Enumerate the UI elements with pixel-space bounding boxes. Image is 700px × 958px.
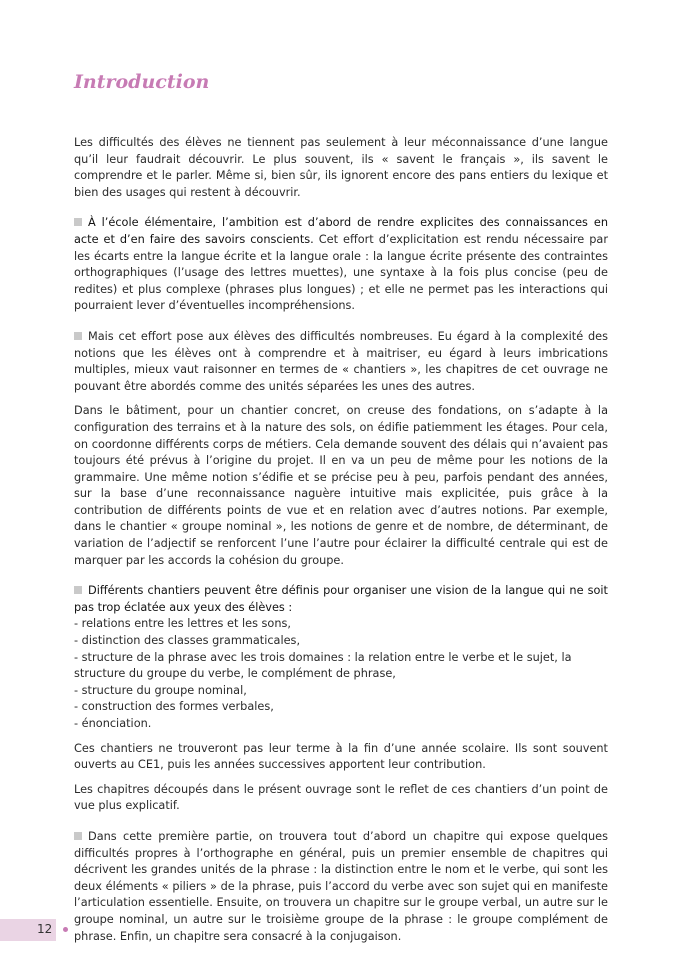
list-item: - distinction des classes grammaticales, <box>74 634 301 648</box>
square-bullet-icon <box>74 586 82 594</box>
paragraph-intro: Les difficultés des élèves ne tiennent pas seulement à leur méconnaissance d’une langue qu’il leur faudrait découvrir. Le plus souvent, ils « savent le français », ils savent le comprendre et le parler. Même si, bien sûr, ils ignorent encore des pans entiers du lexique et bien des usages qui restent à découvrir. <box>74 136 608 199</box>
paragraph-body: Mais cet effort pose aux élèves des difficultés nombreuses. Eu égard à la complexité des notions que les élèves ont à comprendre et à maitriser, eu égard à leurs imbrications multiples, mieux vaut raisonner en termes de « chantiers », les chapitres de cet ouvrage ne pouvant être abordés comme des unités séparées les unes des autres. <box>74 329 608 393</box>
page-number: 12 <box>37 922 53 936</box>
list-item: - relations entre les lettres et les sons, <box>74 617 291 631</box>
square-bullet-icon <box>74 332 82 340</box>
paragraph-batiment: Dans le bâtiment, pour un chantier concret, on creuse des fondations, on s’adapte à la configuration des terrains et à la nature des sols, on édifie patiemment les étages. Pour cela, on coordonne différents corps de métiers. Cela demande souvent des délais qui n’avaient pas toujours été prévus à l’origine du projet. Il en va un peu de même pour les notions de la grammaire. Une même notion s’édifie et se précise peu à peu, parfois pendant des années, sur la base d’une reconnaissance naguère intuitive mais explicitée, puis grâce à la contribution de différents points de vue et en relation avec d’autres notions. Par exemple, dans le chantier « groupe nominal », les notions de genre et de nombre, de déterminant, de variation de l’adjectif se renforcent l’une l’autre pour éclairer la difficulté centrale qui est de marquer par les accords la cohésion du groupe. <box>74 404 608 567</box>
paragraph-premiere-partie <box>74 829 608 945</box>
page-title: Introduction <box>74 71 210 93</box>
list-item: - construction des formes verbales, <box>74 700 274 714</box>
square-bullet-icon <box>74 218 82 226</box>
body-text <box>74 135 608 945</box>
chantiers-list <box>74 616 608 732</box>
paragraph-ecole-elementaire <box>74 215 608 315</box>
list-item: - structure du groupe nominal, <box>74 683 247 697</box>
paragraph-lead: À l’école élémentaire, l’ambition est d’abord de rendre explicites des connaissances en acte et d’en faire des savoirs conscients. <box>74 216 608 246</box>
square-bullet-icon <box>74 832 82 840</box>
paragraph-annee-scolaire: Ces chantiers ne trouveront pas leur terme à la fin d’une année scolaire. Ils sont souvent ouverts au CE1, puis les années successives apportent leur contribution. <box>74 741 608 772</box>
paragraph-body: Cet effort d’explicitation est rendu nécessaire par les écarts entre la langue écrite et la langue orale : la langue écrite présente des contraintes orthographiques (l’usage des lettres muettes), une syntaxe à la fois plus concise (peu de redites) et plus complexe (phrases plus longues) ; et elle ne permet pas les interactions qui pourraient lever d’éventuelles incompréhensions. <box>74 232 608 313</box>
page-dot-icon <box>63 927 68 932</box>
list-item: - structure de la phrase avec les trois domaines : la relation entre le verbe et le sujet, la structure du groupe du verbe, le complément de phrase, <box>74 650 572 681</box>
paragraph-body: Dans cette première partie, on trouvera tout d’abord un chapitre qui expose quelques difficultés propres à l’orthographe en général, puis un premier ensemble de chapitres qui décrivent les grandes unités de la phrase : la distinction entre le nom et le verbe, qui sont les deux éléments « piliers » de la phrase, puis l’accord du verbe avec son sujet qui en manifeste l’articulation essentielle. Ensuite, on trouvera un chapitre sur le groupe verbal, un autre sur le groupe nominal, un autre sur le troisième groupe de la phrase : le groupe complément de phrase. Enfin, un chapitre sera consacré à la conjugaison. <box>74 829 608 943</box>
paragraph-chantiers <box>74 329 608 395</box>
list-item: - énonciation. <box>74 717 152 730</box>
paragraph-chapitres: Les chapitres découpés dans le présent ouvrage sont le reflet de ces chantiers d’un point de vue plus explicatif. <box>74 782 608 813</box>
paragraph-differents-chantiers <box>74 583 608 616</box>
paragraph-lead: Différents chantiers peuvent être définis pour organiser une vision de la langue qui ne soit pas trop éclatée aux yeux des élèves : <box>74 584 608 614</box>
